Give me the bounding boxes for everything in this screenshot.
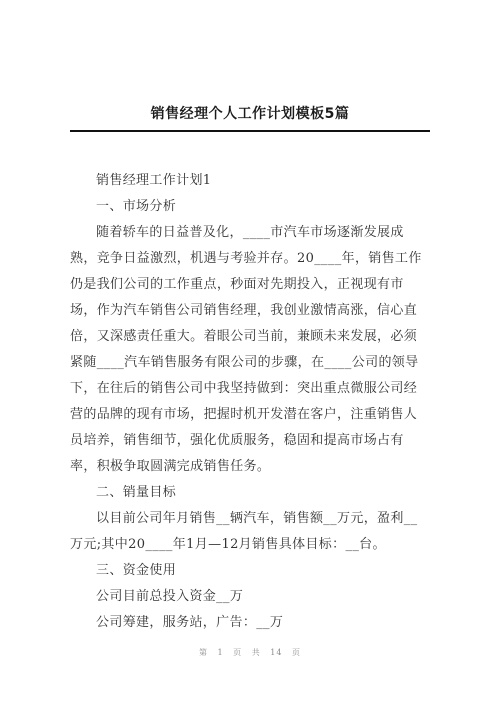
paragraph-funds-total: 公司目前总投入资金__万 xyxy=(96,589,244,604)
paragraph-sales-target: 以目前公司年月销售__辆汽车，销售额__万元，盈利__万元;其中20____年1月—12月销售具体目标：__台。 xyxy=(70,511,418,552)
paragraph-market-analysis: 随着轿车的日益普及化，____市汽车市场逐渐发展成熟，竞争日益激烈，机遇与考验并存。20____年，销售工作仍是我们公司的工作重点，秒面对先期投入，正视现有市场，作为汽车销售公司销售经理，我创业激情高涨，信心直倍，又深感责任重大。着眼公司当前，兼顾未来发展，必须紧随____汽车销售服务有限公司的步骤，在____公司的领导下，在往后的销售公司中我坚持做到：突出重点微服公司经营的品牌的现有市场，把握时机开发潜在客户，注重销售人员培养，销售细节，强化优质服务，稳固和提高市场占有率，积极争取圆满完成销售任务。 xyxy=(70,225,422,474)
section-heading-funds: 三、资金使用 xyxy=(96,563,177,578)
section-heading-market: 一、市场分析 xyxy=(96,199,177,214)
document-body xyxy=(70,168,430,636)
section-heading-sales-target: 二、销量目标 xyxy=(96,485,177,500)
paragraph-funds-setup: 公司筹建，服务站，广告：__万 xyxy=(96,615,284,630)
document-title: 销售经理个人工作计划模板5篇 xyxy=(150,106,350,122)
page-number-footer: 第 1 页 共 14 页 xyxy=(199,648,301,657)
plan-heading: 销售经理工作计划1 xyxy=(96,173,212,188)
title-divider xyxy=(70,130,430,132)
